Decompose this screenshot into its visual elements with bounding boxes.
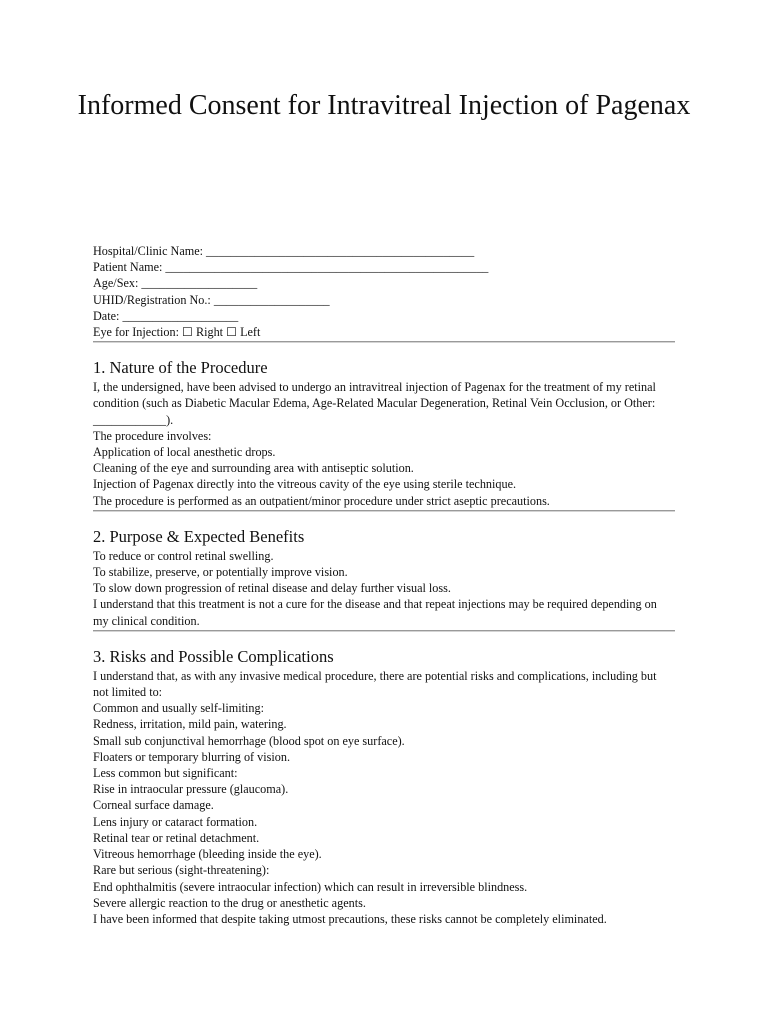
subheading: Rare but serious (sight-threatening): [93, 863, 270, 878]
uhid-field[interactable]: UHID/Registration No.: ___________________ [93, 292, 330, 307]
list-item: To reduce or control retinal swelling. [93, 548, 274, 563]
list-item: Small sub conjunctival hemorrhage (blood spot on eye surface). [93, 733, 405, 748]
age-sex-field[interactable]: Age/Sex: ___________________ [93, 276, 258, 291]
paragraph: I understand that this treatment is not a cure for the disease and that repeat injections may be required depending on my clinical condition. [93, 597, 657, 628]
list-item: End ophthalmitis (severe intraocular infection) which can result in irreversible blindness. [93, 879, 528, 894]
date-field[interactable]: Date: ___________________ [93, 308, 239, 323]
paragraph: I, the undersigned, have been advised to undergo an intravitreal injection of Pagenax for the treatment of my retinal condition (such as Diabetic Macular Edema, Age-Related Macular Degeneration, Retinal Vein Occlusion, or Other: ____________). [93, 380, 656, 427]
subheading: Less common but significant: [93, 766, 238, 781]
list-item: Lens injury or cataract formation. [93, 814, 258, 829]
hospital-name-field[interactable]: Hospital/Clinic Name: ____________________________________________ [93, 244, 475, 258]
list-item: To slow down progression of retinal disease and delay further visual loss. [93, 581, 451, 596]
list-item: Floaters or temporary blurring of vision. [93, 749, 290, 764]
list-item: Cleaning of the eye and surrounding area with antiseptic solution. [93, 461, 414, 476]
section-divider [93, 630, 675, 632]
list-item: Rise in intraocular pressure (glaucoma). [93, 782, 289, 797]
section-heading: 2. Purpose & Expected Benefits [93, 526, 305, 546]
paragraph: The procedure is performed as an outpatient/minor procedure under strict aseptic precautions. [93, 493, 550, 508]
list-item: Redness, irritation, mild pain, watering. [93, 717, 287, 732]
list-item: Injection of Pagenax directly into the vitreous cavity of the eye using sterile technique. [93, 477, 517, 492]
section-purpose-benefits [93, 527, 675, 629]
paragraph: The procedure involves: [93, 428, 212, 443]
paragraph: I understand that, as with any invasive medical procedure, there are potential risks and complications, including but not limited to: [93, 668, 657, 700]
list-item: Corneal surface damage. [93, 798, 214, 813]
section-divider [93, 510, 675, 512]
section-heading: 3. Risks and Possible Complications [93, 646, 334, 666]
section-risks-complications [93, 647, 675, 927]
paragraph: I have been informed that despite taking utmost precautions, these risks cannot be completely eliminated. [93, 911, 607, 926]
list-item: Severe allergic reaction to the drug or anesthetic agents. [93, 895, 366, 910]
section-heading: 1. Nature of the Procedure [93, 358, 268, 378]
list-item: To stabilize, preserve, or potentially improve vision. [93, 565, 348, 580]
list-item: Retinal tear or retinal detachment. [93, 830, 260, 845]
section-nature-of-procedure [93, 358, 675, 509]
subheading: Common and usually self-limiting: [93, 701, 264, 716]
list-item: Application of local anesthetic drops. [93, 445, 276, 460]
patient-name-field[interactable]: Patient Name: _____________________________________________________ [93, 260, 489, 275]
list-item: Vitreous hemorrhage (bleeding inside the eye). [93, 847, 322, 862]
section-divider [93, 341, 675, 343]
eye-selection-field[interactable]: Eye for Injection: ☐ Right ☐ Left [93, 325, 261, 340]
patient-details [93, 243, 675, 340]
document-body [93, 243, 675, 927]
document-title: Informed Consent for Intravitreal Injection of Pagenax [77, 90, 691, 121]
